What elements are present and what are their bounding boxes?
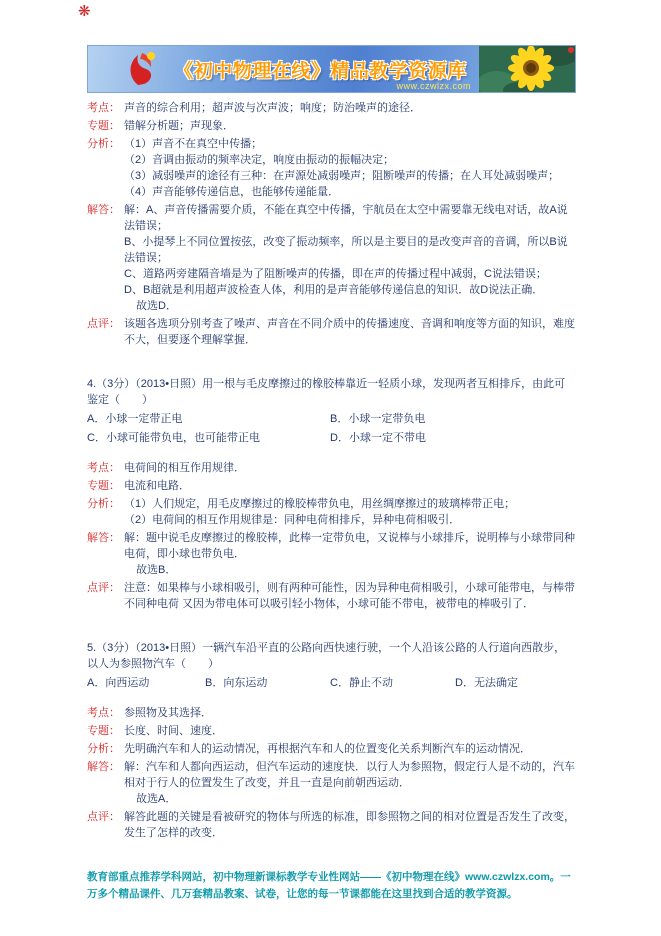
site-banner [87, 45, 576, 93]
answer-conclusion: 故选B． [136, 564, 177, 576]
analysis-row [87, 496, 576, 528]
option-item: D．无法确定 [455, 677, 518, 689]
test-point-row [87, 705, 576, 721]
answer-row [87, 202, 576, 314]
analysis-line: （2）电荷间的相互作用规律是：同种电荷相排斥，异种电荷相吸引． [124, 514, 461, 526]
document-content [87, 100, 576, 841]
answer-line: 解：汽车和人都向西运动，但汽车运动的速度快．以行人为参照物，假定行人是不动的，汽车相对于行人的位置发生了改变，并且一直是向前朝西运动． [124, 761, 575, 789]
option-item: A．向西运动 [87, 677, 150, 689]
topic-row [87, 723, 576, 739]
analysis-row [87, 741, 576, 757]
comment-text: 该题各选项分别考查了噪声、声音在不同介质中的传播速度、音调和响度等方面的知识，难度不大，但要逐个理解掌握． [124, 318, 575, 346]
test-point-label: 考点： [87, 102, 120, 114]
answer-conclusion: 故选D． [136, 300, 177, 312]
comment-row [87, 809, 576, 841]
comment-label: 点评： [87, 811, 120, 823]
test-point-row [87, 460, 576, 476]
comment-row [87, 580, 576, 612]
test-point-row [87, 100, 576, 116]
answer-line: 解：A、声音传播需要介质，不能在真空中传播，宇航员在太空中需要靠无线电对话，故A说法错误； [124, 204, 568, 232]
test-point-label: 考点： [87, 462, 120, 474]
analysis-line: （1）声音不在真空中传播； [124, 138, 263, 150]
analysis-label: 分析： [87, 138, 120, 150]
answer-label: 解答： [87, 761, 120, 773]
answer-label: 解答： [87, 532, 120, 544]
option-list [87, 675, 576, 691]
banner-url: www.czwlzx.com [396, 81, 471, 91]
topic-label: 专题： [87, 725, 120, 737]
option-item: C．小球可能带负电，也可能带正电 [87, 432, 260, 444]
question-5-block [87, 640, 576, 841]
topic-text: 电流和电路． [124, 480, 190, 492]
answer-line: 解：题中说毛皮摩擦过的橡胶棒，此棒一定带负电，又说棒与小球排斥，说明棒与小球带同种电荷，即小球也带负电． [124, 532, 575, 560]
option-item: D．小球一定不带电 [330, 432, 426, 444]
answer-line: D、B超就是利用超声波检查人体，利用的是声音能够传递信息的知识．故D说法正确． [124, 284, 544, 296]
answer-line: C、道路两旁建隔音墙是为了阻断噪声的传播，即在声的传播过程中减弱，C说法错误； [124, 268, 547, 280]
topic-text: 长度、时间、速度． [124, 725, 223, 737]
option-list [87, 411, 576, 446]
footer-note: 教育部重点推荐学科网站，初中物理新课标教学专业性网站——《初中物理在线》www.czwlzx.com。一万多个精品课件、几万套精品教案、试卷，让您的每一节课都能在这里找到合适的教学资源。 [87, 871, 571, 900]
topic-label: 专题： [87, 120, 120, 132]
q3-analysis-block [87, 100, 576, 348]
analysis-label: 分析： [87, 743, 120, 755]
test-point-text: 电荷间的相互作用规律． [124, 462, 245, 474]
question-4-block [87, 376, 576, 612]
document-page [87, 0, 576, 843]
comment-label: 点评： [87, 582, 120, 594]
test-point-label: 考点： [87, 707, 120, 719]
comment-row [87, 316, 576, 348]
red-flower-decoration: ❋ [78, 3, 91, 20]
analysis-line: （3）减弱噪声的途径有三种：在声源处减弱噪声；阻断噪声的传播；在人耳处减弱噪声； [124, 170, 560, 182]
question-stem: 4.（3分）（2013•日照）用一根与毛皮摩擦过的橡胶棒靠近一轻质小球，发现两者互相排斥，由此可鉴定（ ） [87, 378, 566, 406]
option-item: C．静止不动 [330, 677, 393, 689]
answer-line: B、小提琴上不同位置按弦，改变了振动频率，所以是主要目的是改变声音的音调，所以B说法错误； [124, 236, 568, 264]
comment-text: 注意：如果棒与小球相吸引，则有两种可能性，因为异种电荷相吸引，小球可能带电，与棒带不同种电荷 又因为带电体可以吸引轻小物体，小球可能不带电，被带电的棒吸引了． [124, 582, 575, 610]
analysis-line: （2）音调由振动的频率决定，响度由振动的振幅决定； [124, 154, 395, 166]
option-item: B．小球一定带负电 [330, 413, 426, 425]
site-logo-icon [118, 47, 162, 91]
question-stem: 5.（3分）（2013•日照）一辆汽车沿平直的公路向西快速行驶，一个人沿该公路的人行道向西散步，以人为参照物汽车（ ） [87, 642, 566, 670]
topic-label: 专题： [87, 480, 120, 492]
answer-row [87, 759, 576, 807]
banner-title: 《初中物理在线》精品教学资源库 [174, 60, 467, 82]
test-point-text: 参照物及其选择． [124, 707, 212, 719]
analysis-label: 分析： [87, 498, 120, 510]
answer-row [87, 530, 576, 578]
topic-row [87, 478, 576, 494]
topic-text: 错解分析题；声现象． [124, 120, 234, 132]
answer-conclusion: 故选A． [136, 793, 177, 805]
analysis-line: （4）声音能够传递信息，也能够传递能量． [124, 186, 340, 198]
comment-text: 解答此题的关键是看被研究的物体与所选的标准，即参照物之间的相对位置是否发生了改变，发生了怎样的改变． [124, 811, 575, 839]
answer-label: 解答： [87, 204, 120, 216]
topic-row [87, 118, 576, 134]
sunflower-photo [479, 46, 575, 92]
test-point-text: 声音的综合利用；超声波与次声波；响度；防治噪声的途径． [124, 102, 421, 114]
analysis-line: （1）人们规定，用毛皮摩擦过的橡胶棒带负电，用丝绸摩擦过的玻璃棒带正电； [124, 498, 516, 510]
comment-label: 点评： [87, 318, 120, 330]
analysis-line: 先明确汽车和人的运动情况，再根据汽车和人的位置变化关系判断汽车的运动情况． [124, 743, 531, 755]
option-item: A．小球一定带正电 [87, 413, 183, 425]
analysis-row [87, 136, 576, 200]
option-item: B．向东运动 [205, 677, 268, 689]
